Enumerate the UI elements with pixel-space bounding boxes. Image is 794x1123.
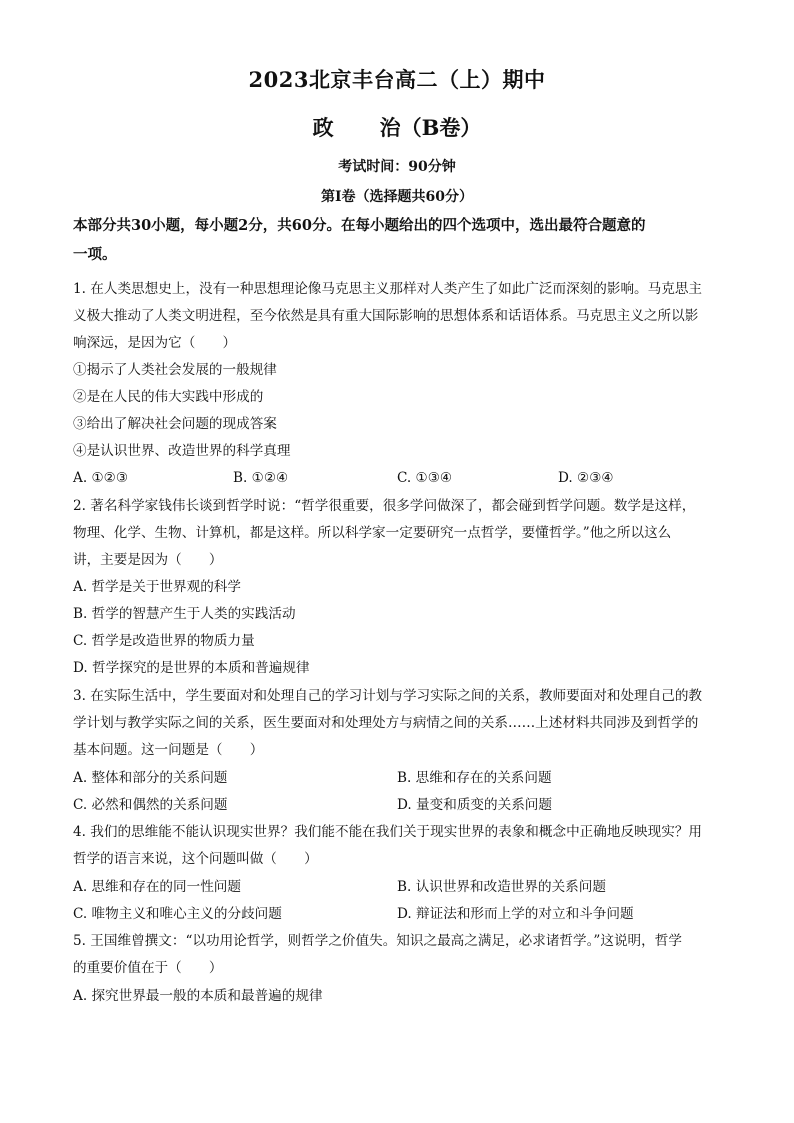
question-1-line: 1. 在人类思想史上，没有一种思想理论像马克思主义那样对人类产生了如此广泛而深刻的影响。马克思主 — [73, 281, 703, 297]
exam-title: 2023北京丰台高二（上）期中 — [248, 67, 546, 92]
question-2-line: 讲，主要是因为（ ） — [73, 552, 223, 568]
question-5-line: 的重要价值在于（ ） — [73, 960, 223, 976]
exam-time: 考试时间：90分钟 — [338, 159, 456, 175]
question-1-statement: ②是在人民的伟大实践中形成的 — [73, 389, 264, 405]
question-1-statement: ④是认识世界、改造世界的科学真理 — [73, 443, 291, 459]
question-2-line: 2. 著名科学家钱伟长谈到哲学时说：“哲学很重要，很多学问做深了，都会碰到哲学问题。数学是这样， — [73, 498, 696, 514]
question-1-statement: ①揭示了人类社会发展的一般规律 — [73, 362, 277, 378]
question-1-line: 义极大推动了人类文明进程，至今依然是具有重大国际影响的思想体系和话语体系。马克思主义之所以影 — [73, 308, 699, 324]
part-title: 第Ⅰ卷（选择题共60分） — [320, 189, 474, 205]
question-1-statement: ③给出了解决社会问题的现成答案 — [73, 416, 277, 432]
question-4-line: 4. 我们的思维能不能认识现实世界？我们能不能在我们关于现实世界的表象和概念中正确地反映现实？用 — [73, 824, 703, 840]
question-2-option-d: D. 哲学探究的是世界的本质和普遍规律 — [73, 660, 310, 676]
question-1-option-d: D. ②③④ — [558, 470, 614, 486]
question-5-line: 5. 王国维曾撰文：“以功用论哲学，则哲学之价值失。知识之最高之满足，必求诸哲学。”这说明，哲学 — [73, 933, 682, 949]
question-1-option-c: C. ①③④ — [397, 470, 453, 486]
question-4-option-a: A. 思维和存在的同一性问题 — [73, 879, 241, 895]
instruction-line-1: 本部分共30小题，每小题2分，共60分。在每小题给出的四个选项中，选出最符合题意的 — [73, 217, 646, 234]
question-5-option-a: A. 探究世界最一般的本质和最普遍的规律 — [73, 988, 323, 1004]
question-2-option-a: A. 哲学是关于世界观的科学 — [73, 579, 241, 595]
question-2-option-b: B. 哲学的智慧产生于人类的实践活动 — [73, 606, 296, 622]
question-1-option-a: A. ①②③ — [73, 470, 129, 486]
question-4-line: 哲学的语言来说，这个问题叫做（ ） — [73, 851, 318, 867]
question-3-option-b: B. 思维和存在的关系问题 — [397, 770, 552, 786]
question-4-option-d: D. 辩证法和形而上学的对立和斗争问题 — [397, 906, 634, 922]
subject-title-part-a: 政 — [312, 115, 334, 140]
subject-title — [0, 112, 794, 142]
question-3-option-a: A. 整体和部分的关系问题 — [73, 770, 228, 786]
question-3-line: 3. 在实际生活中，学生要面对和处理自己的学习计划与学习实际之间的关系，教师要面对和处理自己的教 — [73, 688, 703, 704]
instruction-line-2: 一项。 — [73, 246, 117, 263]
question-1-option-b: B. ①②④ — [233, 470, 289, 486]
question-3-option-c: C. 必然和偶然的关系问题 — [73, 797, 228, 813]
question-3-option-d: D. 量变和质变的关系问题 — [397, 797, 552, 813]
subject-title-part-b: 治（B卷） — [379, 115, 482, 140]
question-3-line: 基本问题。这一问题是（ ） — [73, 742, 264, 758]
question-1-line: 响深远，是因为它（ ） — [73, 335, 237, 351]
question-2-line: 物理、化学、生物、计算机，都是这样。所以科学家一定要研究一点哲学，要懂哲学。”他之所以这么 — [73, 525, 672, 541]
question-4-option-b: B. 认识世界和改造世界的关系问题 — [397, 879, 606, 895]
question-3-line: 学计划与教学实际之间的关系，医生要面对和处理处方与病情之间的关系……上述材料共同涉及到哲学的 — [73, 715, 699, 731]
question-2-option-c: C. 哲学是改造世界的物质力量 — [73, 633, 255, 649]
question-4-option-c: C. 唯物主义和唯心主义的分歧问题 — [73, 906, 282, 922]
